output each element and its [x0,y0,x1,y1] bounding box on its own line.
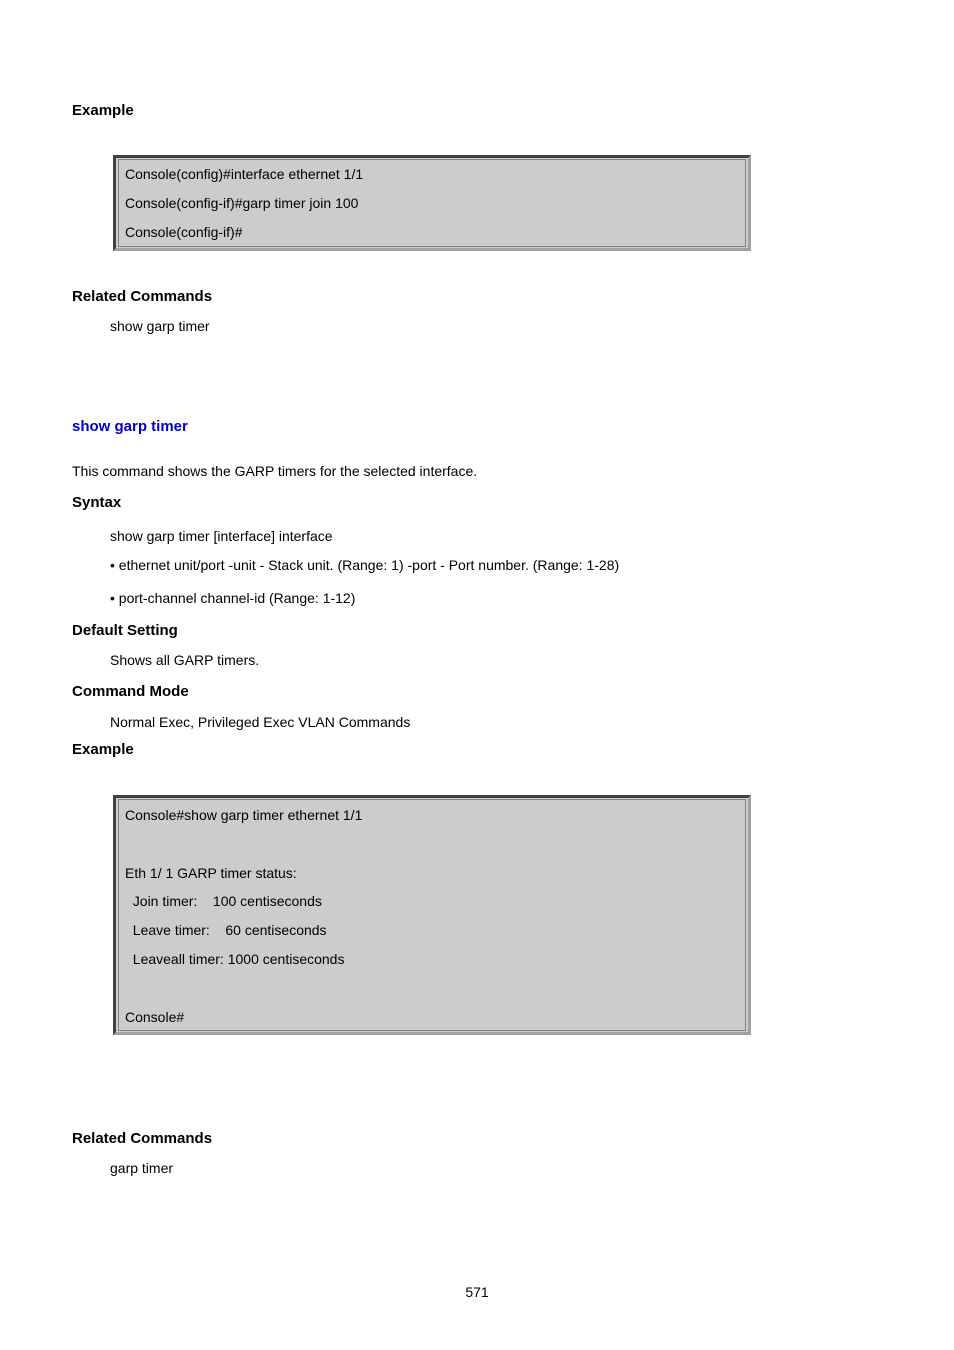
syntax-line: show garp timer [interface] interface [110,528,333,544]
example-heading-2: Example [72,741,134,758]
syntax-heading: Syntax [72,494,122,511]
example-heading-1: Example [72,102,134,119]
related-commands-heading-1: Related Commands [72,288,213,305]
syntax-bullet: • port-channel channel-id (Range: 1-12) [110,590,356,606]
code-line: Leaveall timer: 1000 centiseconds [125,951,345,967]
code-line: Console(config)#interface ethernet 1/1 [125,166,364,182]
code-line: Eth 1/ 1 GARP timer status: [125,865,297,881]
code-block-1 [113,155,751,251]
code-line: Join timer: 100 centiseconds [125,893,322,909]
related-command-link-2: garp timer [110,1160,174,1176]
related-commands-heading-2: Related Commands [72,1130,213,1147]
code-line: Console# [125,1009,185,1025]
command-mode-heading: Command Mode [72,683,189,700]
code-block-2 [113,795,751,1035]
command-description: This command shows the GARP timers for the selected interface. [72,463,478,479]
code-line: Console#show garp timer ethernet 1/1 [125,807,363,823]
related-command-link-1: show garp timer [110,318,210,334]
code-line: Leave timer: 60 centiseconds [125,922,327,938]
default-setting-text: Shows all GARP timers. [110,652,260,668]
default-setting-heading: Default Setting [72,622,178,639]
command-title: show garp timer [72,418,188,435]
page-number: 571 [465,1284,489,1300]
command-mode-text: Normal Exec, Privileged Exec VLAN Commands [110,714,411,730]
code-line: Console(config-if)#garp timer join 100 [125,195,359,211]
syntax-bullet: • ethernet unit/port -unit - Stack unit. (Range: 1) -port - Port number. (Range: 1-28) [110,557,620,573]
code-line: Console(config-if)# [125,224,243,240]
